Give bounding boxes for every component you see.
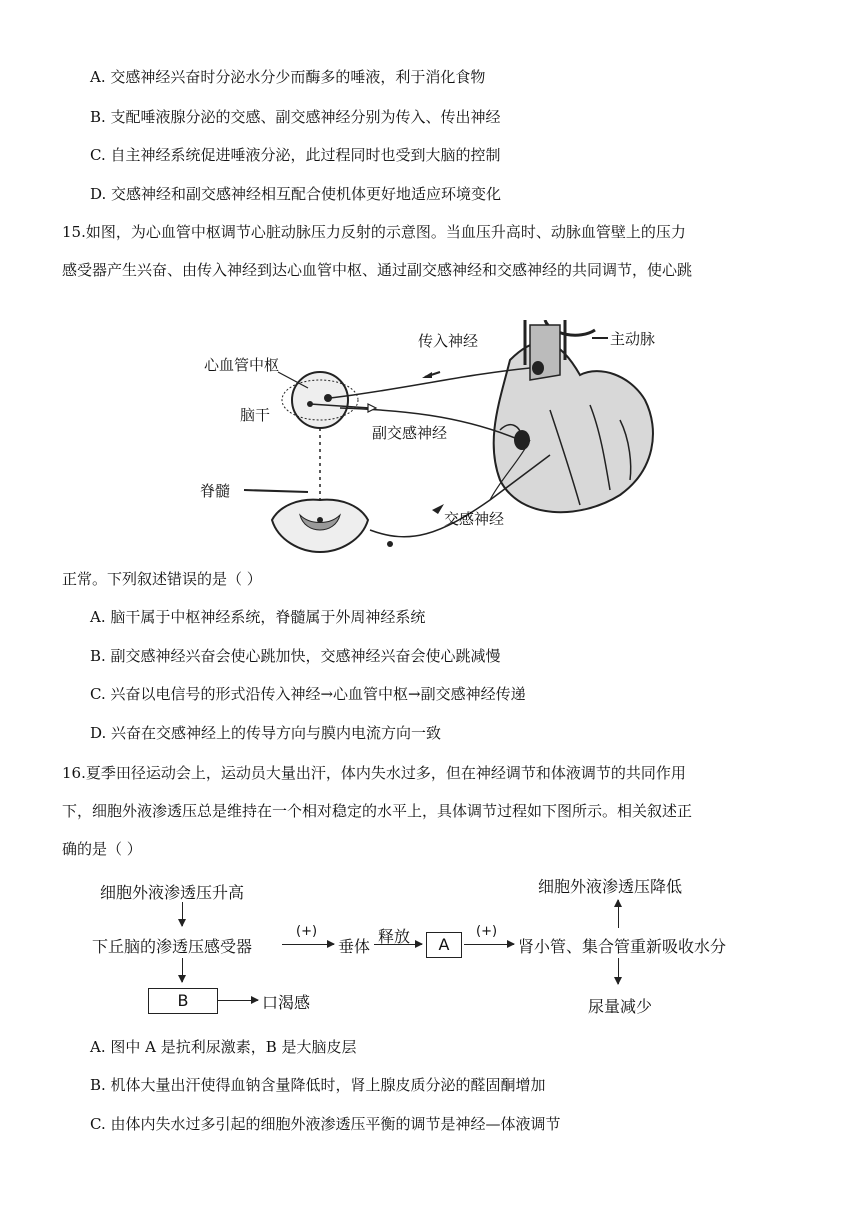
flow-result-up: 细胞外液渗透压降低 bbox=[538, 877, 683, 896]
flow-thirst: 口渴感 bbox=[262, 993, 311, 1012]
label-afferent-nerve: 传入神经 bbox=[418, 332, 479, 350]
flow-arrow-start-receptor bbox=[182, 902, 183, 926]
label-parasympathetic-nerve: 副交感神经 bbox=[372, 424, 448, 442]
flow-plus-2: (+) bbox=[476, 924, 498, 939]
label-aorta: 主动脉 bbox=[610, 330, 656, 348]
q16-stem-line1: 16.夏季田径运动会上，运动员大量出汗，体内失水过多，但在神经调节和体液调节的共同作用 bbox=[62, 764, 686, 782]
flow-arrow-pituitary-a bbox=[374, 944, 422, 945]
q14-option-c: C. 自主神经系统促进唾液分泌，此过程同时也受到大脑的控制 bbox=[90, 146, 501, 164]
flow-pituitary: 垂体 bbox=[338, 937, 371, 956]
flow-kidney: 肾小管、集合管重新吸收水分 bbox=[518, 937, 727, 956]
q16-stem-line2: 下，细胞外液渗透压总是维持在一个相对稳定的水平上，具体调节过程如下图所示。相关叙述正 bbox=[62, 802, 693, 820]
q16-stem-line3: 确的是（ ） bbox=[62, 840, 142, 858]
label-spinal-cord: 脊髓 bbox=[200, 482, 231, 500]
q15-stem-line2: 感受器产生兴奋、由传入神经到达心血管中枢、通过副交感神经和交感神经的共同调节，使心跳 bbox=[62, 261, 693, 279]
flow-box-a: A bbox=[426, 932, 462, 958]
flow-arrow-receptor-b bbox=[182, 958, 183, 982]
flow-arrow-b-thirst bbox=[218, 1000, 258, 1001]
flow-result-down: 尿量减少 bbox=[588, 997, 653, 1016]
label-brainstem: 脑干 bbox=[240, 406, 271, 424]
q15-option-b: B. 副交感神经兴奋会使心跳加快，交感神经兴奋会使心跳减慢 bbox=[90, 647, 501, 665]
flow-arrow-kidney-up bbox=[618, 900, 619, 928]
q15-option-c: C. 兴奋以电信号的形式沿传入神经→心血管中枢→副交感神经传递 bbox=[90, 685, 526, 703]
q14-option-b: B. 支配唾液腺分泌的交感、副交感神经分别为传入、传出神经 bbox=[90, 108, 501, 126]
q16-option-c: C. 由体内失水过多引起的细胞外液渗透压平衡的调节是神经—体液调节 bbox=[90, 1115, 561, 1133]
flow-arrow-kidney-down bbox=[618, 958, 619, 984]
flow-arrow-receptor-pituitary bbox=[282, 944, 334, 945]
flow-plus-1: (+) bbox=[296, 924, 318, 939]
q14-option-a: A. 交感神经兴奋时分泌水分少而酶多的唾液，利于消化食物 bbox=[90, 68, 486, 86]
q15-option-d: D. 兴奋在交感神经上的传导方向与膜内电流方向一致 bbox=[90, 724, 442, 742]
flow-box-b: B bbox=[148, 988, 218, 1014]
q16-option-a: A. 图中 A 是抗利尿激素，B 是大脑皮层 bbox=[90, 1038, 357, 1056]
q15-option-a: A. 脑干属于中枢神经系统，脊髓属于外周神经系统 bbox=[90, 608, 426, 626]
label-sympathetic-nerve: 交感神经 bbox=[444, 510, 505, 528]
q14-option-d: D. 交感神经和副交感神经相互配合使机体更好地适应环境变化 bbox=[90, 185, 502, 203]
q16-option-b: B. 机体大量出汗使得血钠含量降低时，肾上腺皮质分泌的醛固酮增加 bbox=[90, 1076, 546, 1094]
q15-stem-line3: 正常。下列叙述错误的是（ ） bbox=[62, 570, 262, 588]
q15-stem-line1: 15.如图，为心血管中枢调节心脏动脉压力反射的示意图。当血压升高时、动脉血管壁上的压力 bbox=[62, 223, 686, 241]
flow-start: 细胞外液渗透压升高 bbox=[100, 883, 245, 902]
reflex-diagram bbox=[200, 320, 680, 565]
flow-arrow-a-kidney bbox=[464, 944, 514, 945]
flow-receptor: 下丘脑的渗透压感受器 bbox=[92, 937, 253, 956]
flow-release: 释放 bbox=[378, 927, 411, 946]
label-cardio-center: 心血管中枢 bbox=[204, 356, 280, 374]
